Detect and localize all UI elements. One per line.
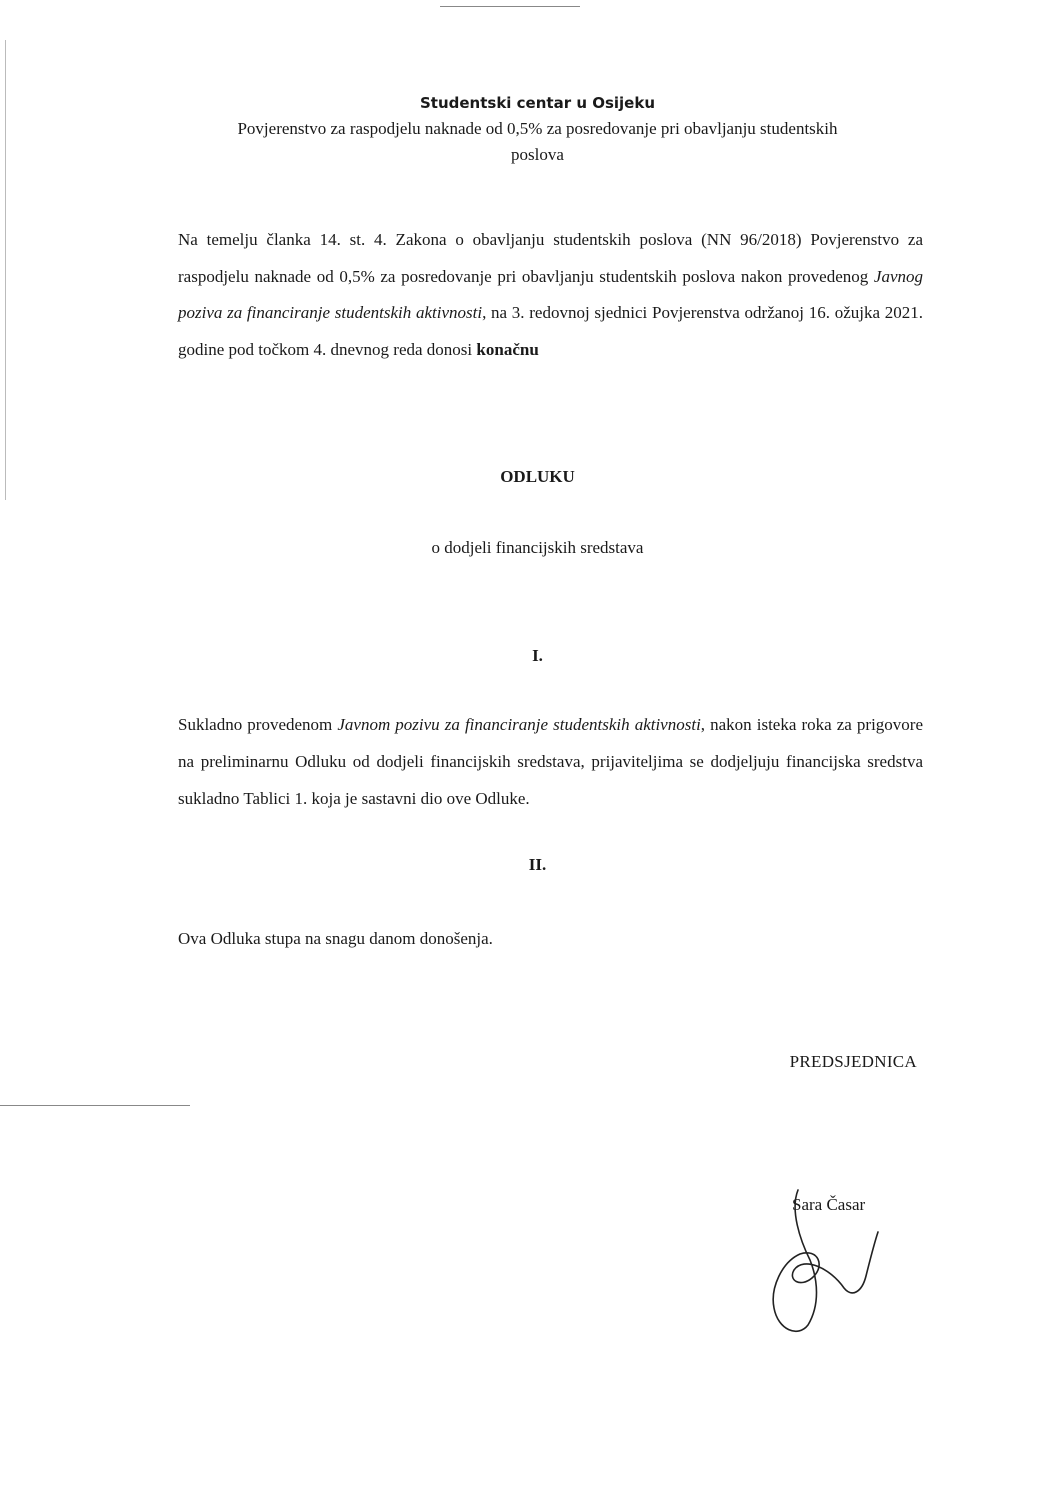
scan-artifact-bottom-left	[0, 1105, 190, 1106]
signer-name: Sara Časar	[792, 1195, 866, 1214]
section-1-call-title: Javnom pozivu za financiranje studentskih aktivnosti	[337, 715, 701, 734]
decision-title: ODLUKU	[500, 467, 575, 486]
section-1-text-1: Sukladno provedenom	[178, 715, 338, 734]
decision-subtitle: o dodjeli financijskih sredstava	[431, 538, 644, 557]
section-number-1: I.	[532, 646, 543, 665]
preamble-text-2: , na 3. redovnoj sjednici Povjerenstva održanoj 16. ožujka 2021. godine pod točkom 4. dnevnog reda donosi	[178, 303, 923, 359]
signer-title: PREDSJEDNICA	[789, 1052, 917, 1071]
preamble-call-title: Javnog poziva za financiranje studentskih aktivnosti	[178, 266, 923, 322]
section-2-paragraph: Ova Odluka stupa na snagu danom donošenja.	[178, 929, 493, 948]
preamble-emphasis: konačnu	[476, 339, 539, 359]
organization-name: Studentski centar u Osijeku	[419, 94, 656, 112]
section-1-text-2: , nakon isteka roka za prigovore na preliminarnu Odluku od dodjeli financijskih sredstava, prijaviteljima se dodjeljuju financijska sredstva sukladno Tablici 1. koja je sastavni dio ove Odluke.	[178, 715, 924, 808]
section-number-2: II.	[528, 855, 547, 874]
committee-name	[150, 116, 925, 168]
scan-artifact-top	[440, 6, 580, 7]
handwritten-signature	[760, 1180, 900, 1340]
committee-line-2: poslova	[511, 145, 564, 164]
preamble-paragraph	[178, 222, 923, 368]
document-header	[150, 92, 925, 168]
scan-artifact-left	[5, 40, 6, 500]
preamble-text-1: Na temelju članka 14. st. 4. Zakona o obavljanju studentskih poslova (NN 96/2018) Povjerenstvo za raspodjelu naknade od 0,5% za posredovanje pri obavljanju studentskih poslova nakon provedenog	[178, 230, 923, 286]
committee-line-1: Povjerenstvo za raspodjelu naknade od 0,5% za posredovanje pri obavljanju studentskih	[237, 119, 838, 138]
section-1-paragraph	[178, 706, 923, 817]
